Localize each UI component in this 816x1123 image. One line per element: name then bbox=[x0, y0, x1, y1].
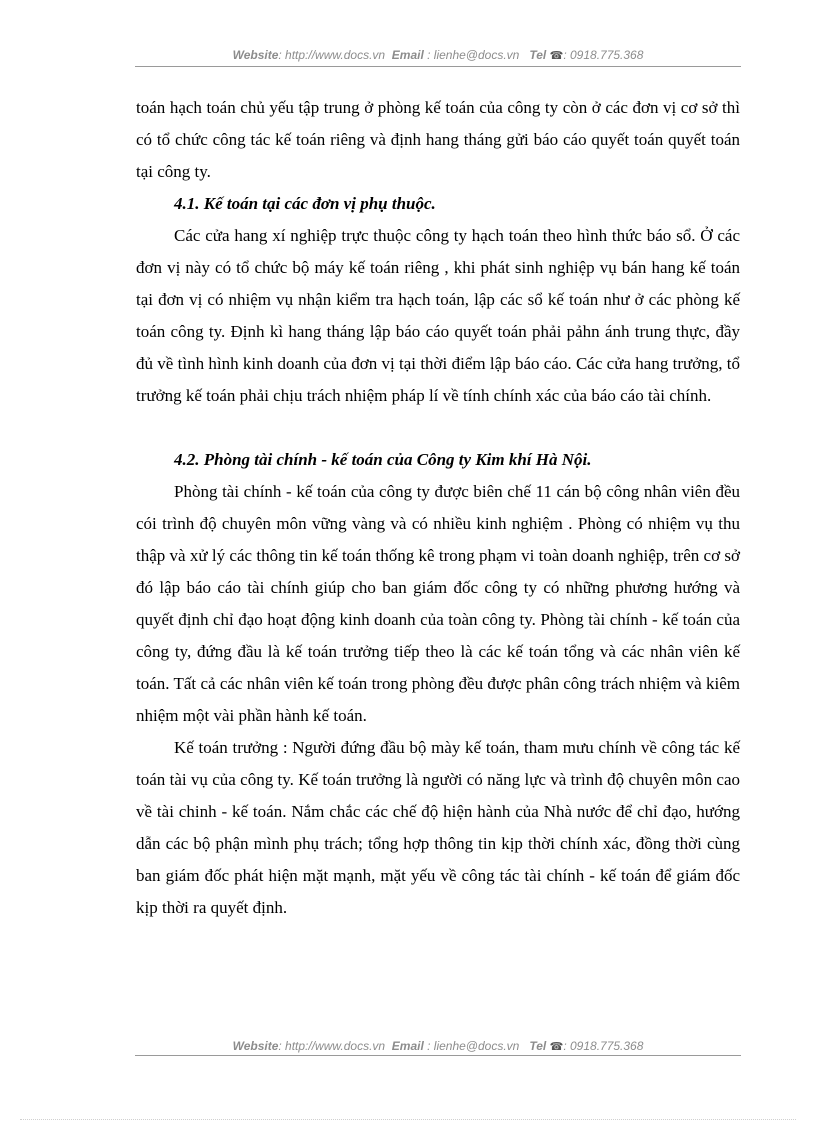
header-website-value: : http://www.docs.vn bbox=[278, 48, 386, 62]
header-tel-label: Tel bbox=[529, 48, 547, 62]
paragraph-chief-accountant: Kế toán trưởng : Người đứng đầu bộ mày kế toán, tham mưu chính về công tác kế toán tài vụ của công ty. Kế toán trưởng là người có năng lực và trình độ chuyên môn cao về tài chinh - kế toán. Nắm chắc các chế độ hiện hành của Nhà nước để chỉ đạo, hướng dẫn các bộ phận mình phụ trách; tổng hợp thông tin kịp thời chính xác, đồng thời cùng ban giám đốc phát hiện mặt mạnh, mặt yếu về công tác tài chính - kế toán để giám đốc kịp thời ra quyết định. bbox=[136, 738, 740, 917]
footer-tel-label: Tel bbox=[529, 1039, 547, 1053]
phone-icon: ☎ bbox=[549, 1041, 564, 1053]
section-heading-4-1: 4.1. Kế toán tại các đơn vị phụ thuộc. bbox=[174, 194, 436, 213]
document-body bbox=[136, 92, 740, 924]
header-email-value: : lienhe@docs.vn bbox=[423, 48, 520, 62]
header-email-label: Email bbox=[391, 48, 424, 62]
footer-rule bbox=[135, 1055, 741, 1056]
footer-email-value: : lienhe@docs.vn bbox=[423, 1039, 520, 1053]
page-header bbox=[135, 48, 741, 62]
header-rule bbox=[135, 66, 741, 67]
section-heading-4-2: 4.2. Phòng tài chính - kế toán của Công ty Kim khí Hà Nội. bbox=[174, 450, 592, 469]
paragraph-intro: toán hạch toán chủ yếu tập trung ở phòng kế toán của công ty còn ở các đơn vị cơ sở thì có tổ chức công tác kế toán riêng và định hang tháng gửi báo cáo quyết toán quyết toán tại công ty. bbox=[136, 98, 740, 181]
paragraph-spacer bbox=[136, 412, 740, 444]
paragraph-4-1: Các cửa hang xí nghiệp trực thuộc công ty hạch toán theo hình thức báo sổ. Ở các đơn vị này có tổ chức bộ máy kế toán riêng , khi phát sinh nghiệp vụ bán hang kế toán tại đơn vị có nhiệm vụ nhận kiểm tra hạch toán, lập các sổ kế toán như ở các phòng kế toán công ty. Định kì hang tháng lập báo cáo quyết toán phải pảhn ánh trung thực, đầy đủ về tình hình kinh doanh của đơn vị tại thời điểm lập báo cáo. Các cửa hang trưởng, tổ trưởng kế toán phải chịu trách nhiệm pháp lí về tính chính xác của báo cáo tài chính. bbox=[136, 226, 740, 405]
header-tel-value: : 0918.775.368 bbox=[563, 48, 644, 62]
footer-website-label: Website bbox=[232, 1039, 279, 1053]
page-bottom-dotted-edge bbox=[20, 1119, 796, 1120]
footer-email-label: Email bbox=[391, 1039, 424, 1053]
page-footer bbox=[135, 1039, 741, 1053]
phone-icon: ☎ bbox=[549, 50, 564, 62]
footer-tel-value: : 0918.775.368 bbox=[563, 1039, 644, 1053]
paragraph-4-2: Phòng tài chính - kế toán của công ty được biên chế 11 cán bộ công nhân viên đều cói trình độ chuyên môn vững vàng và có nhiều kinh nghiệm . Phòng có nhiệm vụ thu thập và xử lý các thông tin kế toán thống kê trong phạm vi toàn doanh nghiệp, trên cơ sở đó lập báo cáo tài chính giúp cho ban giám đốc công ty có những phương hướng và quyết định chỉ đạo hoạt động kinh doanh của toàn công ty. Phòng tài chính - kế toán của công ty, đứng đầu là kế toán trưởng tiếp theo là các kế toán tổng và các nhân viên kế toán. Tất cả các nhân viên kế toán trong phòng đều được phân công trách nhiệm và kiêm nhiệm một vài phần hành kế toán. bbox=[136, 482, 740, 725]
header-website-label: Website bbox=[232, 48, 279, 62]
footer-website-value: : http://www.docs.vn bbox=[278, 1039, 386, 1053]
